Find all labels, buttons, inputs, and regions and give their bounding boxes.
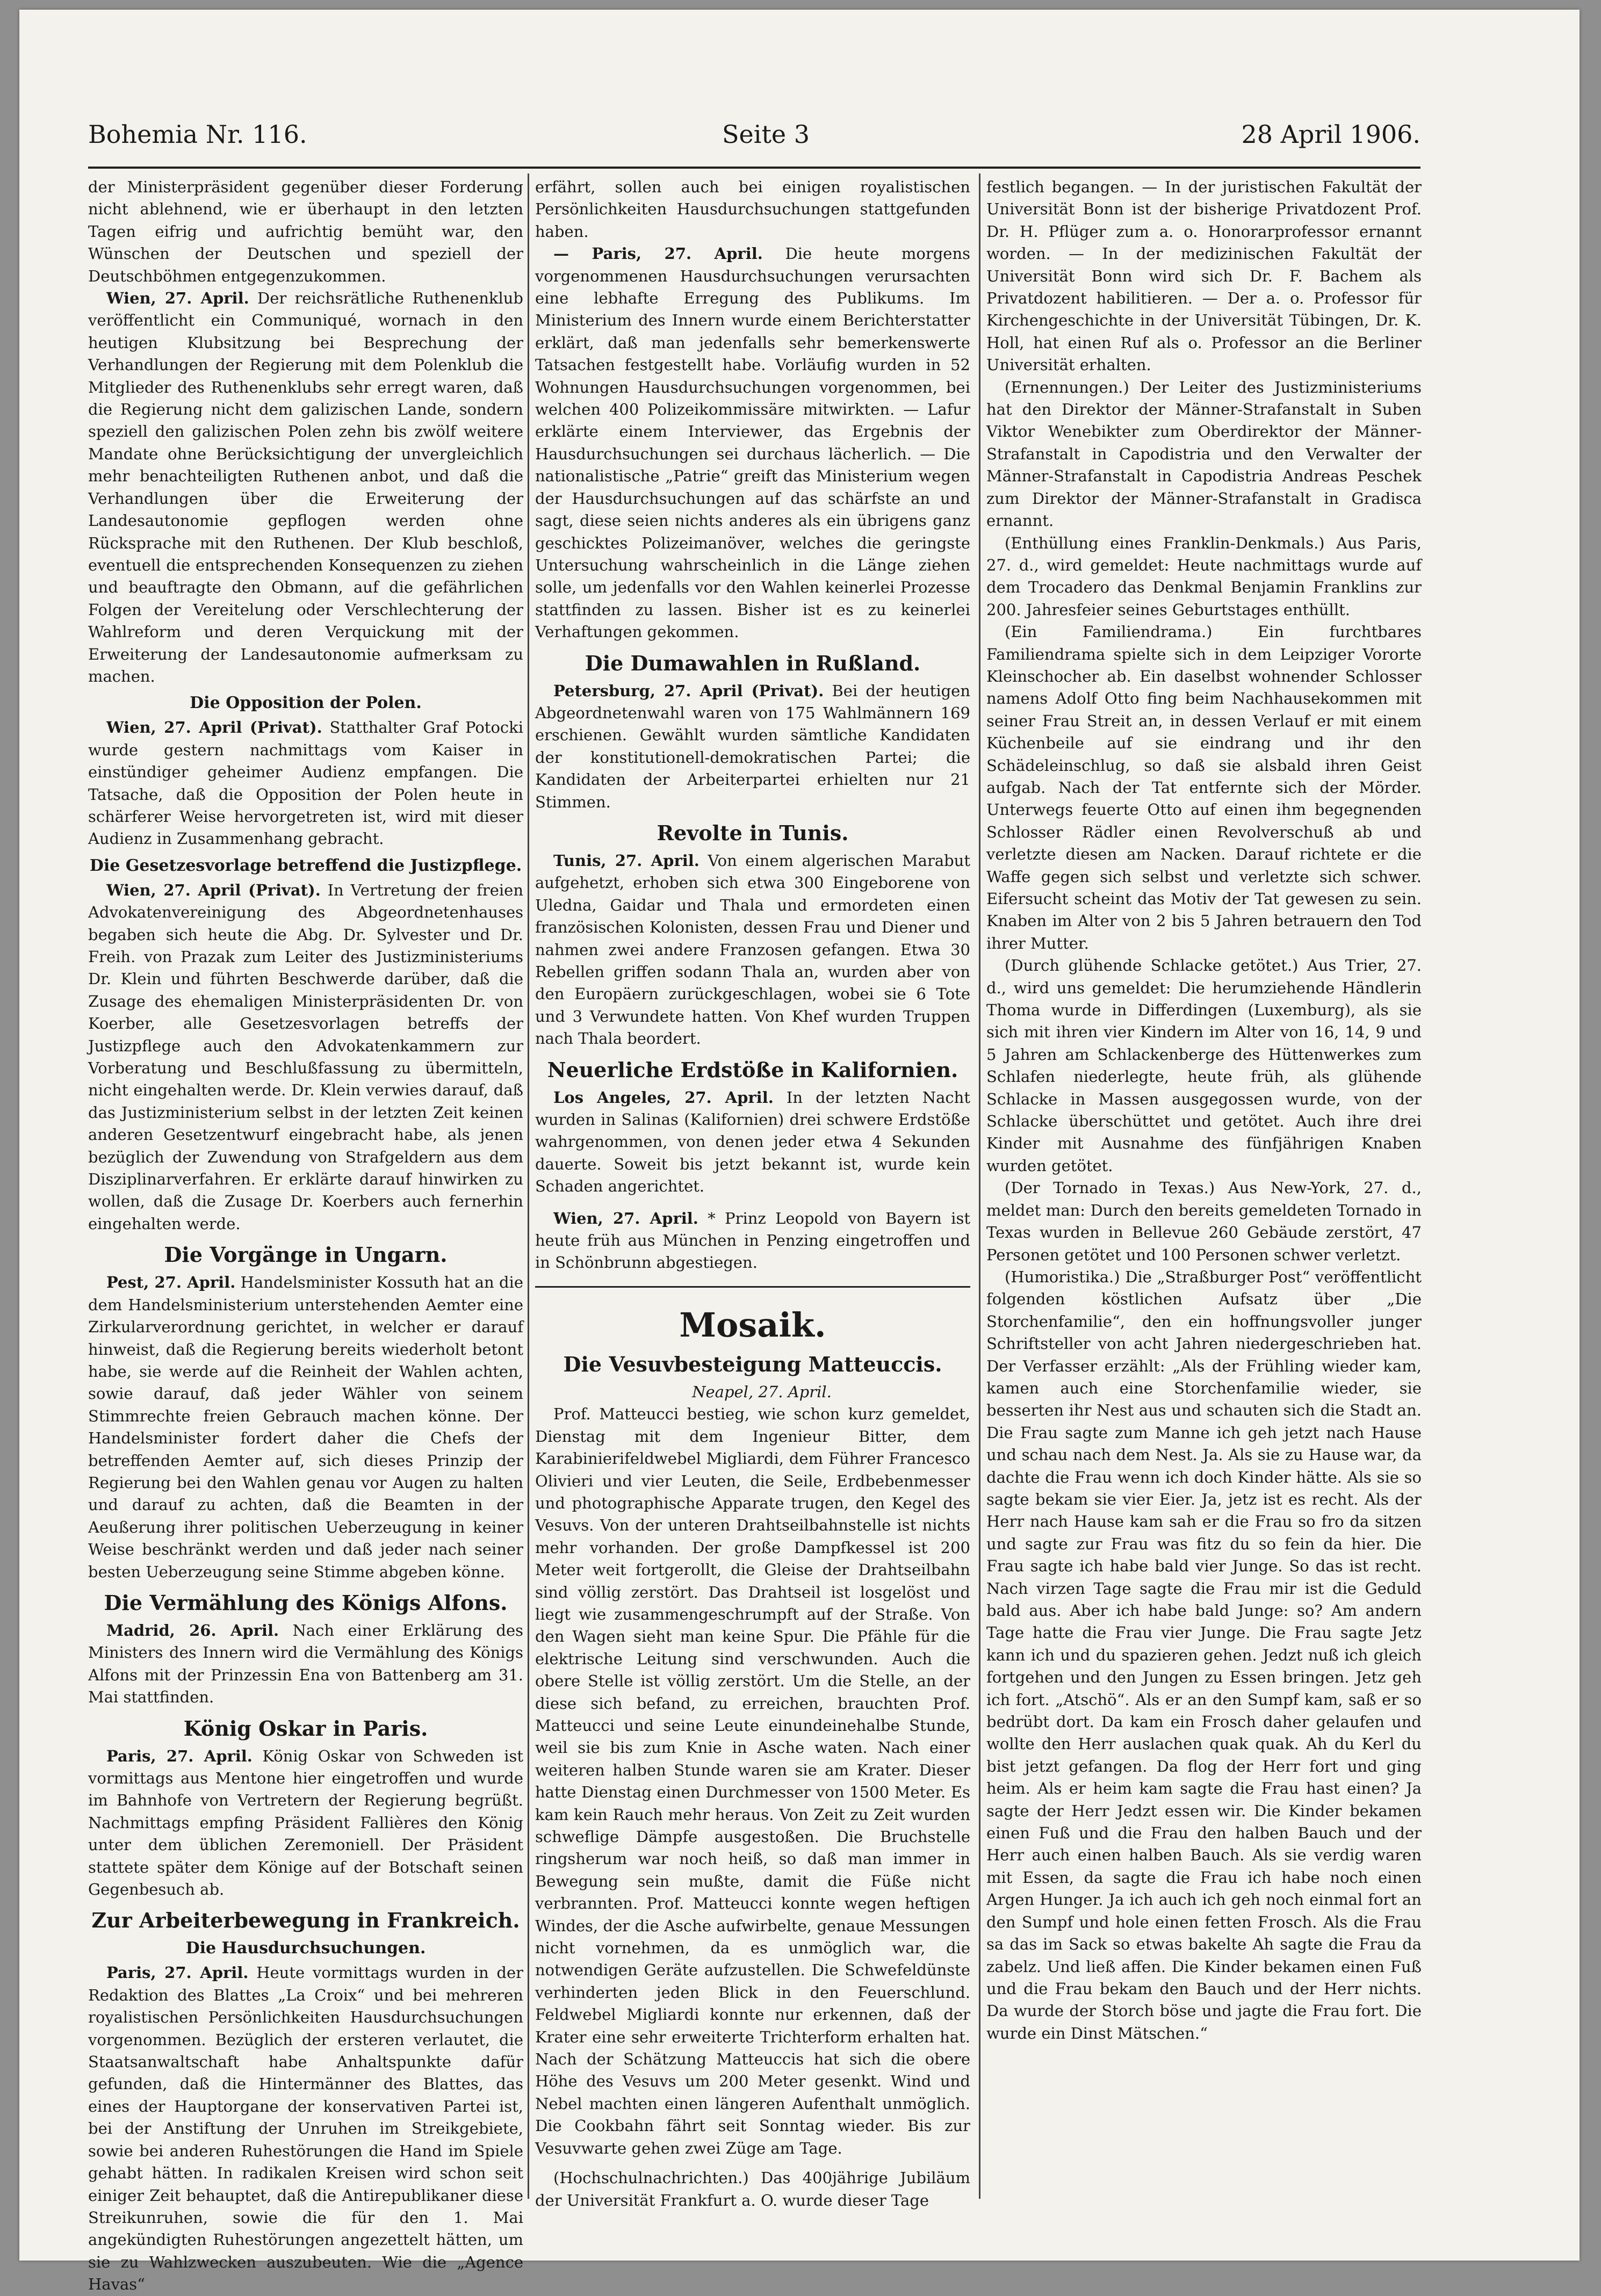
article-text: Bei der heutigen Abgeordnetenwahl waren von 175 Wahlmännern 169 erschienen. Gewählt wurden sämtliche Kandidaten der konstitutionell-demokratischen Partei; die Kandidaten der Arbeiterpartei erhielten nur 21 Stimmen. (535, 681, 971, 811)
article-heading: Die Dumawahlen in Rußland. (585, 651, 921, 675)
article-paragraph (535, 680, 970, 813)
article-paragraph: (Ernennungen.) Der Leiter des Justizministeriums hat den Direktor der Männer-Strafanstalt in Suben Viktor Wenebikter zum Oberdirektor der Männer-Strafanstalt in Capodistria und den Verwalter der Männer-Strafanstalt in Capodistria Andreas Peschek zum Direktor der Männer-Strafanstalt in Gradisca ernannt. (986, 378, 1422, 530)
article-heading: Zur Arbeiterbewegung in Frankreich. (91, 1908, 520, 1933)
dateline: Wien, 27. April (Privat). (106, 718, 322, 737)
dateline: Los Angeles, 27. April. (553, 1088, 774, 1107)
article-text: Die heute morgens vorgenommenen Hausdurchsuchungen verursachten eine lebhafte Erregung des Publikums. Im Ministerium des Innern wurde einem Berichterstatter erklärt, daß man jedenfalls sehr bemerkenswerte Tatsachen festgestellt habe. Vorläufig wurden in 52 Wohnungen Hausdurchsuchungen vorgenommen, bei welchen 400 Polizeikommissäre mitwirkten. — Lafur erklärte einem Interviewer, das Ergebnis der Hausdurchsuchungen sei durchaus lächerlich. — Die nationalistische „Patrie“ greift das Ministerium wegen der Hausdurchsuchungen auf das schärfste an und sagt, diese seien nichts anderes als ein übrigens ganz geschicktes Polizeimanöver, welches die geringste Untersuchung wahrscheinlich in die Länge ziehen solle, um jedenfalls vor den Wahlen keinerlei Prozesse stattfinden zu lassen. Bisher ist es zu keinerlei Verhaftungen gekommen. (535, 244, 971, 641)
section-rule (535, 1286, 970, 1288)
article-heading: Neuerliche Erdstöße in Kalifornien. (547, 1057, 958, 1082)
article-paragraph (88, 1272, 523, 1583)
article-paragraph (535, 1208, 970, 1274)
article-text: * Prinz Leopold von Bayern ist heute früh aus München in Penzing eingetroffen und in Schönbrunn abgestiegen. (535, 1209, 970, 1272)
dateline: Madrid, 26. April. (106, 1621, 279, 1640)
article-paragraph (88, 287, 523, 688)
dateline: Petersburg, 27. April (Privat). (553, 681, 824, 700)
article-paragraph: Prof. Matteucci bestieg, wie schon kurz gemeldet, Dienstag mit dem Ingenieur Bitter, dem Karabinierifeldwebel Migliardi, dem Führer Francesco Olivieri und vier Leuten, die Seile, Erdbebenmesser und photographische Apparate trugen, den Kegel des Vesuvs. Von der unteren Drahtseilbahnstelle ist nichts mehr vorhanden. Der große Dampfkessel ist 200 Meter weit fortgerollt, die Gleise der Drahtseilbahn sind völlig zerstört. Das Drahtseil ist losgelöst und liegt wie zusammengeschrumpft auf der Straße. Von den Wagen sieht man keine Spur. Die Pfähle für die elektrische Leitung sind verschwunden. Auch die obere Stelle ist völlig zerstört. Um die Stelle, an der diese sich befand, zu erreichen, brauchten Prof. Matteucci und seine Leute einundeinehalbe Stunde, weil sie bis zum Knie in Asche waten. Nach einer weiteren halben Stunde waren sie am Krater. Dieser hatte Dienstag einen Durchmesser von 1500 Meter. Es kam kein Rauch mehr heraus. Von Zeit zu Zeit wurden schweflige Dämpfe ausgestoßen. Die Bruchstelle ringsherum war noch heiß, so daß man immer in Bewegung sein mußte, damit die Füße nicht verbrannten. Prof. Matteucci konnte wegen heftigen Windes, der die Asche aufwirbelte, genaue Messungen nicht vornehmen, da es unmöglich war, die notwendigen Geräte aufzustellen. Die Schwefeldünste verhinderten jeden Blick in den Feuerschlund. Feldwebel Migliardi konnte nur erkennen, daß der Krater eine sehr erweiterte Trichterform erhalten hat. Nach der Schätzung Matteuccis hat sich die obere Höhe des Vesuvs um 200 Meter gesenkt. Wind und Nebel machten einen längeren Aufenthalt unmöglich. Die Cookbahn fährt seit Sonntag wieder. Bis zur Vesuvwarte gehen zwei Züge am Tage. (535, 1405, 970, 2157)
article-paragraph: (Ein Familiendrama.) Ein furchtbares Familiendrama spielte sich in dem Leipziger Vororte Kleinschocher ab. Ein daselbst wohnender Schlosser namens Adolf Otto fing beim Nachhausekommen mit seiner Frau Streit an, in dessen Verlauf er mit einem Küchenbeile auf sie eindrang und ihr den Schädeleinschlug, so daß sie alsbald ihren Geist aufgab. Nach der Tat entfernte sich der Mörder. Unterwegs feuerte Otto auf einen ihm begegnenden Schlosser Rädler einen Revolverschuß ab und verletzte diesen am Nacken. Darauf richtete er die Waffe gegen sich selbst und verletzte sich schwer. Eifersucht scheint das Motiv der Tat gewesen zu sein. Knaben im Alter von 2 bis 5 Jahren betrauern den Tod ihrer Mutter. (986, 623, 1422, 952)
masthead-issue: Bohemia Nr. 116. (88, 120, 307, 149)
column-divider (979, 174, 980, 2199)
article-heading: Revolte in Tunis. (657, 820, 849, 845)
article-text: Nach einer Erklärung des Ministers des Innern wird die Vermählung des Königs Alfons mit der Prinzessin Ena von Battenberg am 31. Mai stattfinden. (88, 1621, 524, 1707)
article-paragraph: (Enthüllung eines Franklin-Denkmals.) Aus Paris, 27. d., wird gemeldet: Heute nachmittags wurde auf dem Trocadero das Denkmal Benjamin Franklins zur 200. Jahresfeier seines Geburtstages enthüllt. (986, 533, 1422, 619)
article-paragraph (88, 1620, 523, 1709)
dateline: — Paris, 27. April. (553, 244, 763, 263)
article-heading: Die Vorgänge in Ungarn. (164, 1243, 448, 1267)
article-paragraph: (Der Tornado in Texas.) Aus New-York, 27. d., meldet man: Durch den bereits gemeldeten Tornado in Texas wurden in Bellevue 260 Gebäude zerstört, 47 Personen getötet und 100 Personen schwer verletzt. (986, 1179, 1422, 1264)
article-dateline: Neapel, 27. April. (692, 1382, 832, 1401)
article-text: Der reichsrätliche Ruthenenklub veröffentlicht ein Communiqué, wornach in den heutigen Klubsitzung bei Besprechung der Verhandlungen der Regierung mit dem Polenklub die Mitglieder des Ruthenenklubs sehr erregt waren, daß die Regierung nicht dem galizischen Lande, sondern speziell den galizischen Polen zehn bis zwölf weitere Mandate ohne Berücksichtigung der unvergleichlich mehr benachteiligten Ruthenen anbot, und daß die Verhandlungen über die Erweiterung der Landesautonomie gepflogen werden ohne Rücksprache mit den Ruthenen. Der Klub beschloß, eventuell die entsprechenden Konsequenzen zu ziehen und beauftragte den Obmann, auf die gefährlichen Folgen der Vereitelung oder Verschlechterung der Wahlreform und deren Verquickung mit der Erweiterung der Landesautonomie aufmerksam zu machen. (88, 289, 523, 685)
article-paragraph (88, 717, 523, 850)
dateline: Paris, 27. April. (106, 1963, 249, 1982)
article-paragraph: (Durch glühende Schlacke getötet.) Aus Trier, 27. d., wird uns gemeldet: Die herumziehende Händlerin Thoma wurde in Differdingen (Luxemburg), als sie sich mit ihren vier Kindern im Alter von 16, 14, 9 und 5 Jahren am Schlackenberge des Hüttenwerkes zum Schlafen niederlegte, heute früh, als glühende Schlacke in Massen ausgegossen wurde, von der Schlacke überschüttet und getötet. Auch ihre drei Kinder mit Ausnahme des fünfjährigen Knaben wurden getötet. (986, 956, 1422, 1175)
article-continuation: der Ministerpräsident gegenüber dieser Forderung nicht ablehnend, wie er überhaupt in den letzten Tagen eifrig und aufrichtig bemüht war, den Wünschen der Deutschen und speziell der Deutschböhmen entgegenzukommen. (88, 178, 523, 285)
dateline: Tunis, 27. April. (553, 851, 699, 870)
article-paragraph (535, 243, 970, 643)
article-paragraph (88, 1745, 523, 1901)
article-paragraph (535, 1087, 970, 1198)
dateline: Paris, 27. April. (106, 1746, 253, 1765)
article-heading: König Oskar in Paris. (183, 1716, 428, 1741)
article-text: Heute vormittags wurden in der Redaktion des Blattes „La Croix“ und bei mehreren royalistischen Persönlichkeiten Hausdurchsuchungen vorgenommen. Bezüglich der ersteren verlautet, die Staatsanwaltschaft habe Anhaltspunkte dafür gefunden, daß die Hintermänner des Blattes, das eines der Hauptorgane der konservativen Partei ist, bei der Anstiftung der Unruhen im Streikgebiete, sowie bei anderen Ruhestörungen die Hand im Spiele gehabt hätten. In radikalen Kreisen wird schon seit einiger Zeit behauptet, daß die Antirepublikaner diese Streikunruhen, sowie die für den 1. Mai angekündigten Ruhestörungen angezettelt hätten, um sie zu Wahlzwecken auszubeuten. Wie die „Agence Havas“ (88, 1963, 524, 2294)
article-heading: Die Vesuvbesteigung Matteuccis. (563, 1352, 942, 1376)
article-continuation: erfährt, sollen auch bei einigen royalistischen Persönlichkeiten Hausdurchsuchungen stattgefunden haben. (535, 178, 970, 241)
article-text: Statthalter Graf Potocki wurde gestern nachmittags vom Kaiser in einstündiger geheimer Audienz empfangen. Die Tatsache, daß die Opposition der Polen heute in schärferer Weise hervorgetreten ist, wird mit dieser Audienz in Zusammenhang gebracht. (88, 718, 524, 848)
column-2 (535, 176, 971, 2210)
dateline: Wien, 27. April. (106, 289, 249, 308)
article-heading: Die Vermählung des Königs Alfons. (104, 1590, 508, 1615)
article-paragraph: (Humoristika.) Die „Straßburger Post“ veröffentlicht folgenden köstlichen Aufsatz über „Die Storchenfamilie“, den ein hoffnungsvoller junger Schriftsteller von acht Jahren niedergeschrieben hat. Der Verfasser erzählt: „Als der Frühling wieder kam, kamen auch eine Storchenfamilie wieder, sie besserten ihr Nest aus und schauten sich die Stadt an. Die Frau sagte zum Manne ich geh jetzt nach Hause und schau nach dem Nest. Ja. Als sie zu Hause war, da dachte die Frau wenn ich doch Kinder hätte. Als sie so sagte bekam sie vier Eier. Ja, jetz ist es recht. Als der Herr nach Hause kam sah er die Frau so fro da sitzen und sagte zur Frau was fitz du so fein da hier. Die Frau sagte ich habe bald vier Junge. So das ist recht. Nach virzen Tage sagte die Frau mir ist die Geduld bald aus. Aber ich habe bald Junge: so? Am andern Tage hatte die Frau vier Junge. Die Frau sagte Jetz kann ich und du spazieren gehen. Jedzt nuß ich gleich fortgehen und den Jungen zu Essen bringen. Jetz geh ich fort. „Atschö“. Als er an den Sumpf kam, saß er so bedrübt dort. Da kam ein Frosch daher gelaufen und wollte den Herr auslachen quak quak. Ah du Kerl du bist jetzt gefangen. Da flog der Herr fort und ging heim. Als er heim kam sagte die Frau hast einen? Ja sagte der Herr Jedzt essen wir. Die Kinder bekamen einen Fuß und die Frau den halben Bauch und der Herr auch einen halben Bauch. Als sie verdig waren mit Essen, da sagte die Frau ich habe noch einen Argen Hunger. Ja ich auch ich geh noch einmal fort an den Sumpf und hole einen fetten Frosch. Als die Frau sa das im Sack so etwas bakelte Ah sagte die Frau da zabelz. Und ließ affen. Die Kinder bekamen einen Fuß und die Frau bekam den Bauch und der Herr nichts. Da wurde der Storch böse und jagte die Frau fort. Die wurde ein Dinst Mätschen.“ (986, 1267, 1422, 2042)
article-paragraph: (Hochschulnachrichten.) Das 400jährige Jubiläum der Universität Frankfurt a. O. wurde dieser Tage (535, 2169, 970, 2210)
column-3 (986, 176, 1422, 2196)
page-number: Seite 3 (722, 120, 810, 149)
dateline: Wien, 27. April. (553, 1209, 698, 1228)
dateline: Pest, 27. April. (106, 1273, 236, 1292)
article-continuation: festlich begangen. — In der juristischen Fakultät der Universität Bonn ist der bisherige Privatdozent Prof. Dr. H. Pflüger zum a. o. Honorarprofessor ernannt worden. — In der medizinischen Fakultät der Universität Bonn wird sich Dr. F. Bachem als Privatdozent habilitieren. — Der a. o. Professor für Kirchengeschichte in der Universität Tübingen, Dr. K. Holl, hat einen Ruf als o. Professor an die Berliner Universität erhalten. (986, 178, 1422, 374)
page-header (88, 120, 1420, 163)
column-divider (528, 174, 529, 2199)
newspaper-page (19, 10, 1580, 2294)
article-text: König Oskar von Schweden ist vormittags aus Mentone hier eingetroffen und wurde im Bahnhofe von Vertretern der Regierung begrüßt. Nachmittags empfing Präsident Fallières den König unter dem üblichen Zeremoniell. Der Präsident stattete später dem Könige auf der Botschaft seinen Gegenbesuch ab. (88, 1746, 524, 1899)
article-text: Handelsminister Kossuth hat an die dem Handelsministerium unterstehenden Aemter eine Zirkularverordnung gerichtet, in welcher er darauf hinweist, daß die Regierung bereits wiederholt betont habe, sie werde auf die Reinheit der Wahlen achten, sowie darauf, daß jeder Wähler von seinem Stimmrechte freien Gebrauch machen könne. Der Handelsminister fordert daher die Chefs der betreffenden Aemter auf, sich dieses Prinzip der Regierung bei den Wahlen genau vor Augen zu halten und darauf zu achten, daß die Beamten in der Aeußerung ihrer politischen Ueberzeugung in keiner Weise beschränkt werden und daß jeder nach seiner besten Ueberzeugung seine Stimme abgeben könne. (88, 1273, 523, 1581)
article-text: In der letzten Nacht wurden in Salinas (Kalifornien) drei schwere Erdstöße wahrgenommen, von denen jeder etwa 4 Sekunden dauerte. Soweit bis jetzt bekannt ist, wurde kein Schaden angerichtet. (535, 1088, 970, 1196)
column-1 (88, 176, 524, 2294)
dateline: Wien, 27. April (Privat). (106, 880, 321, 899)
article-paragraph (535, 850, 970, 1050)
article-text: In Vertretung der freien Advokatenvereinigung des Abgeordnetenhauses begaben sich heute die Abg. Dr. Sylvester und Dr. Freih. von Prazak zum Leiter des Justizministeriums Dr. Klein und führten Beschwerde darüber, daß die Zusage des ehemaligen Ministerpräsidenten Dr. von Koerber, alle Gesetzesvorlagen betreffs der Justizpflege auch den Advokatenkammern zur Vorberatung und Beschlußfassung zu übermitteln, nicht eingehalten werde. Dr. Klein verwies darauf, daß das Justizministerium selbst in der letzten Zeit keinen anderen Gesetzentwurf eingebracht habe, als jenen bezüglich der Zuwendung von Strafgeldern aus dem Disziplinarverfahren. Er erklärte darauf hinwirken zu wollen, daß die Zusage Dr. Koerbers auch fernerhin eingehalten werde. (88, 880, 524, 1233)
article-paragraph (88, 1962, 523, 2295)
article-text: Von einem algerischen Marabut aufgehetzt, erhoben sich etwa 300 Eingeborene von Uledna, Gaidar und Thala und ermordeten einen französischen Kolonisten, dessen Frau und Diener und nahmen zwei andere Franzosen gefangen. Etwa 30 Rebellen griffen sodann Thala an, wurden aber von den Europäern zurückgeschlagen, wobei sie 6 Tote und 3 Verwundete hatten. Von Khef wurden Truppen nach Thala beordert. (535, 851, 971, 1048)
article-heading: Die Opposition der Polen. (190, 694, 422, 713)
article-paragraph (88, 879, 523, 1236)
article-heading: Die Gesetzesvorlage betreffend die Justizpflege. (89, 856, 522, 875)
header-rule (88, 167, 1420, 169)
section-title: Mosaik. (679, 1305, 826, 1345)
article-subheading: Die Hausdurchsuchungen. (185, 1939, 426, 1958)
issue-date: 28 April 1906. (1241, 120, 1420, 149)
